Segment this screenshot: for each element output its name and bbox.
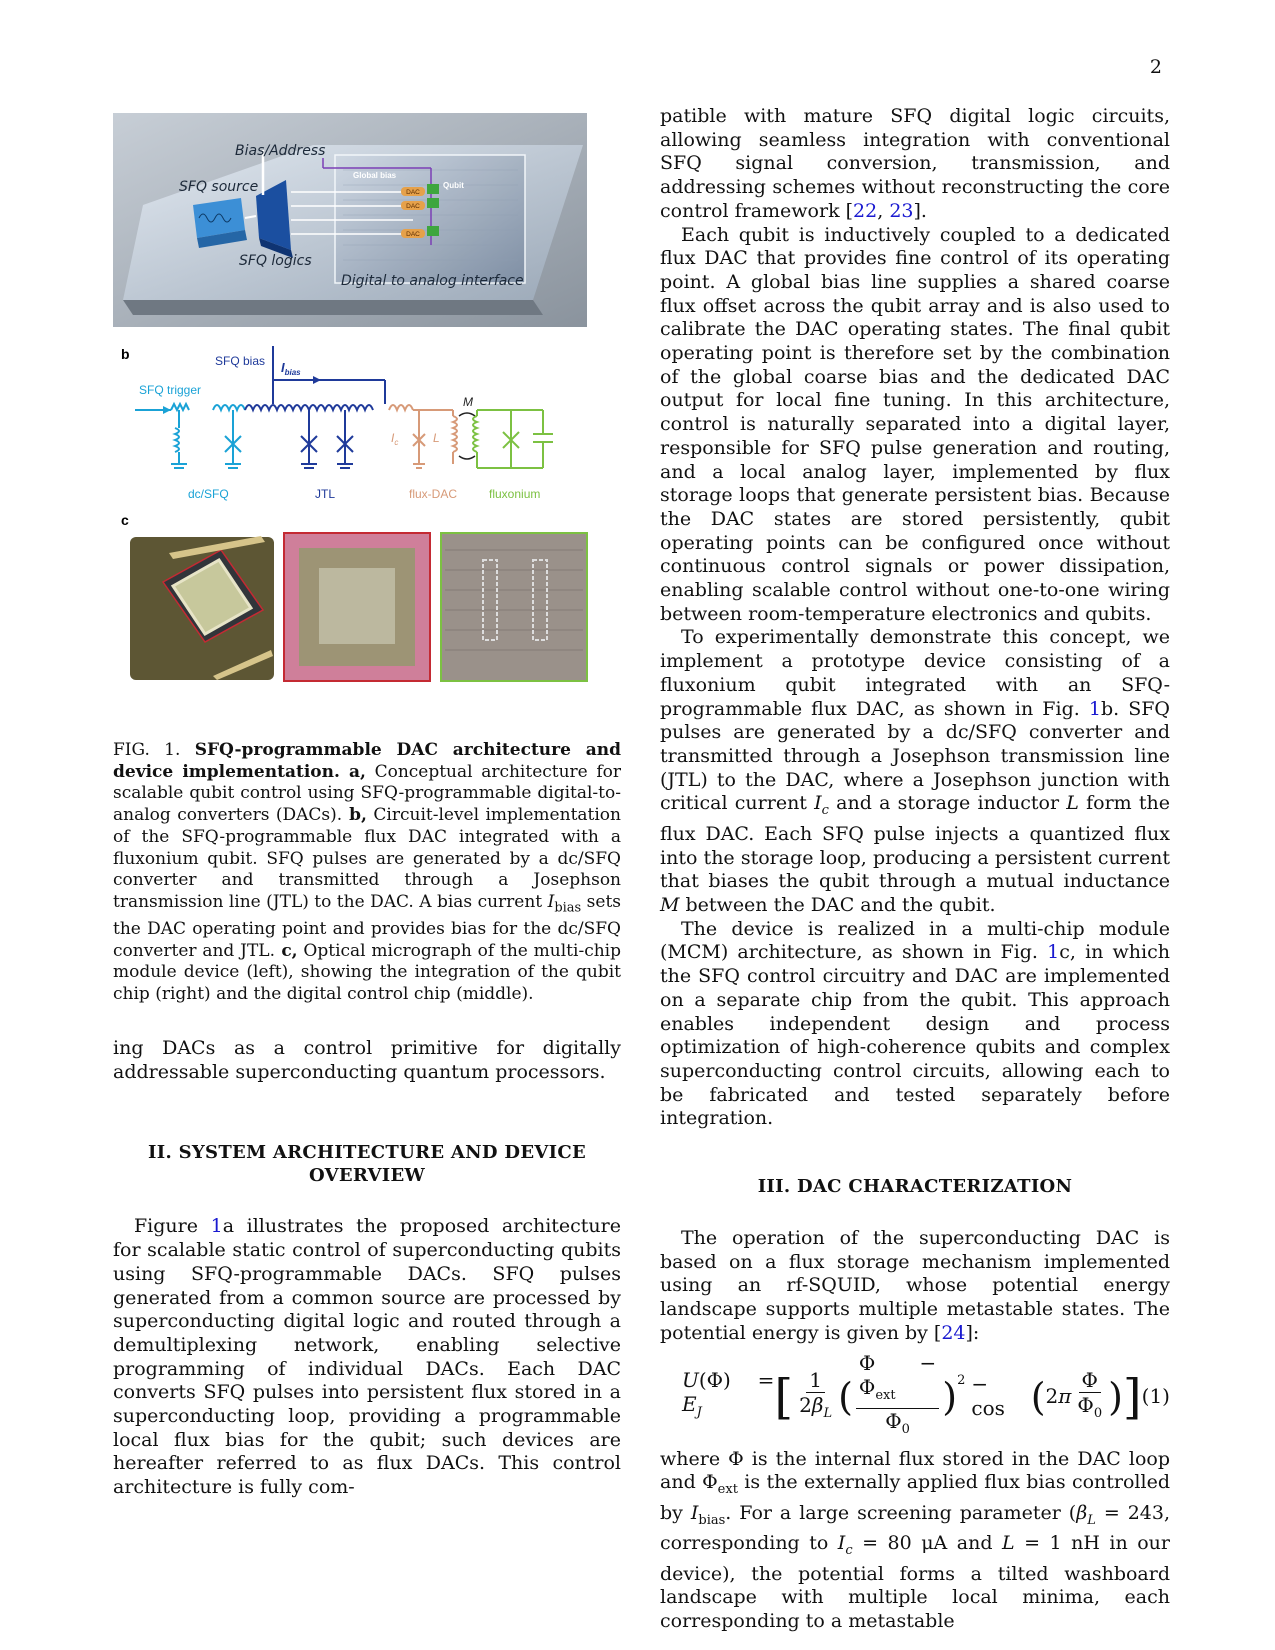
- fluxonium-circuit: [473, 410, 553, 468]
- page-number: 2: [1149, 56, 1162, 78]
- paragraph-prototype: To experimentally demonstrate this concept, we implement a prototype device consisting of a fluxonium qubit integrated with an SFQ-programmable flux DAC, as shown in Fig. 1b. SFQ pulses are generated by a dc/SFQ converter and transmitted through a Josephson transmission line (JTL) to the DAC, where a Josephson junction with critical current $I_c$ and a storage inductor L form the flux DAC. Each SFQ pulse injects a quantized flux into the storage loop, producing a persistent current that biases the qubit through a mutual inductance M between the DAC and the qubit.: [660, 626, 1171, 916]
- qubit-element-2: [427, 198, 439, 208]
- caption-title: SFQ-programmable DAC architecture and device implementation.: [113, 740, 621, 782]
- jtl-circuit: [245, 405, 373, 468]
- m-label: M: [463, 395, 473, 409]
- jtl-label: JTL: [315, 487, 336, 501]
- sfq-source-label: SFQ source: [179, 179, 259, 195]
- left-column: [113, 1037, 621, 1500]
- paragraph-rf-squid: The operation of the superconducting DAC is based on a flux storage mechanism implemented using an rf-SQUID, whose potential energy landscape supports multiple metastable states. The potential energy is given by [24]:: [660, 1227, 1170, 1344]
- citation-22[interactable]: 22: [853, 199, 878, 222]
- qubit-label: Qubit: [443, 181, 464, 190]
- bias-address-label: Bias/Address: [235, 143, 326, 159]
- qubit-element-1: [427, 184, 439, 194]
- figure-ref-1c[interactable]: 1: [1047, 941, 1060, 964]
- interface-label: Digital to analog interface: [341, 273, 524, 289]
- intro-tail: ing DACs as a control primitive for digitally addressable superconducting quantum processors.: [113, 1037, 621, 1083]
- sfq-trigger-label: SFQ trigger: [139, 383, 202, 397]
- equation-1: [660, 1352, 1170, 1442]
- right-column: [660, 105, 1170, 1634]
- paragraph-potential: where Φ is the internal flux stored in the DAC loop and $\Phi_{ext}$ is the externally applied flux bias controlled by $I_{bias}$. For a large screening parameter ($\beta_L = 243$, corresponding to $I_c = 80$ μA and L = 1 nH in our device), the potential forms a tilted washboard landscape with multiple local minima, each corresponding to a metastable: [660, 1447, 1171, 1633]
- figure-ref-link[interactable]: 1: [210, 1215, 223, 1238]
- section-heading-ii: II. SYSTEM ARCHITECTURE AND DEVICE OVERVIEW: [148, 1142, 586, 1187]
- panel-c-label: c: [121, 512, 129, 528]
- l-label: L: [433, 431, 440, 445]
- paragraph-qubit-coupling: Each qubit is inductively coupled to a dedicated flux DAC that provides fine control of its operating point. A global bias line supplies a shared coarse flux offset across the qubit array and is also used to calibrate the DAC operating states. The final qubit operating point is therefore set by the combination of the global coarse bias and the dedicated DAC output for local fine tuning. In this architecture, control is naturally separated into a digital layer, responsible for SFQ pulse generation and routing, and a local analog layer, implemented by flux storage loops that generate persistent bias. Because the DAC states are stored persistently, qubit operating points can be configured once without continuous control signals or power dissipation, enabling scalable control without one-to-one wiring between room-temperature electronics and qubits.: [660, 223, 1170, 625]
- flux-dac-circuit: [389, 405, 457, 468]
- figure-caption: FIG. 1. SFQ-programmable DAC architecture and device implementation. a, Conceptual architecture for scalable qubit control using SFQ-programmable digital-to-analog converters (DACs). b, Circuit-level implementation of the SFQ-programmable flux DAC integrated with a fluxonium qubit. SFQ pulses are generated by a dc/SFQ converter and transmitted through a Josephson transmission line (JTL) to the DAC. A bias current $I_{bias}$ sets the DAC operating point and provides bias for the dc/SFQ converter and JTL. c, Optical micrograph of the multi-chip module device (left), showing the integration of the qubit chip (right) and the digital control chip (middle).: [113, 740, 621, 1005]
- svg-text:DAC: DAC: [406, 189, 420, 196]
- citation-23[interactable]: 23: [889, 199, 914, 222]
- fluxonium-label: fluxonium: [489, 487, 541, 501]
- equation-number: (1): [1141, 1383, 1170, 1408]
- section-heading-iii: III. DAC CHARACTERIZATION: [757, 1176, 1073, 1198]
- micrograph-qubit-chip: [441, 533, 587, 681]
- global-bias-label: Global bias: [353, 171, 397, 180]
- svg-text:DAC: DAC: [406, 231, 420, 238]
- fluxdac-label: flux-DAC: [409, 487, 458, 501]
- dcsfq-label: dc/SFQ: [188, 487, 229, 501]
- panel-b-label: b: [121, 346, 130, 362]
- sfq-logics-label: SFQ logics: [239, 253, 312, 269]
- equation-body: $U(\Phi) = E_J$ [ $\frac{1}{2\beta_L}$ ( $\frac{\Phi - \Phi_{ext}}{\Phi_0}$ ) $^2$ − cos ( 2π $\frac{\Phi}{\Phi_0}$ ) ]: [682, 1351, 1142, 1438]
- svg-text:DAC: DAC: [406, 203, 420, 210]
- panel-a-board-edge: [123, 300, 543, 315]
- paragraph-mcm: The device is realized in a multi-chip module (MCM) architecture, as shown in Fig. 1c, in which the SFQ control circuitry and DAC are implemented on a separate chip from the qubit. This approach enables independent design and process optimization of high-coherence qubits and complex superconducting control circuits, allowing each to be fabricated and tested separately before integration.: [660, 917, 1171, 1130]
- qubit-element-3: [427, 226, 439, 236]
- sfq-bias-label: SFQ bias: [215, 354, 266, 368]
- ic-label: $I_c$: [391, 431, 399, 447]
- dcsfq-circuit: [135, 404, 245, 468]
- ibias-label: $I_{bias}$: [281, 360, 301, 377]
- paragraph-compatibility: patible with mature SFQ digital logic circuits, allowing seamless integration with conventional SFQ signal conversion, transmission, and addressing schemes without reconstructing the core control framework [22, 23].: [660, 105, 1170, 222]
- citation-24[interactable]: 24: [941, 1321, 966, 1344]
- figure-ref-1b[interactable]: 1: [1088, 697, 1101, 720]
- paragraph-figure-1a: Figure 1a illustrates the proposed architecture for scalable static control of superconducting qubits using SFQ-programmable DACs. SFQ pulses generated from a common source are processed by superconducting digital logic and routed through a demultiplexing network, enabling selective programming of individual DACs. Each DAC converts SFQ pulses into persistent flux stored in a superconducting loop, providing a programmable local flux bias for the qubit; such devices are hereafter referred to as flux DACs. This control architecture is fully com-: [113, 1215, 621, 1499]
- figure-1: [113, 110, 633, 720]
